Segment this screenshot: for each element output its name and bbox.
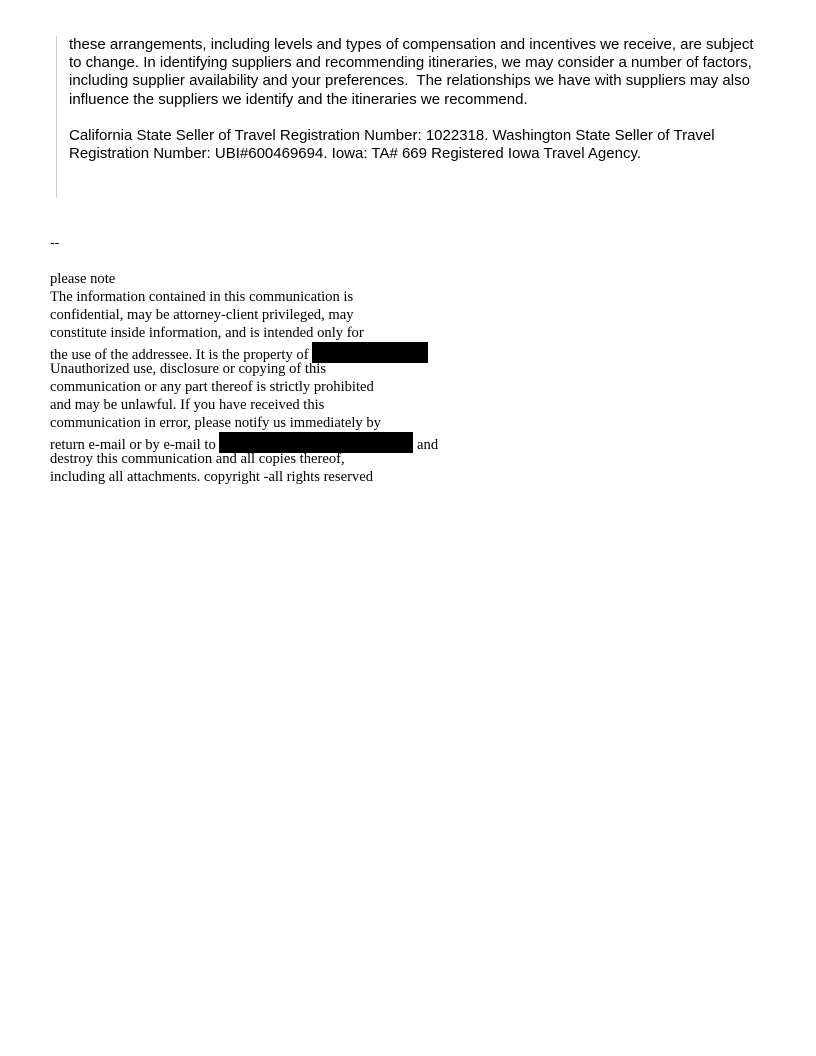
disclaimer-line-property xyxy=(50,342,470,363)
quoted-paragraph-registration: California State Seller of Travel Registration Number: 1022318. Washington State Seller of Travel Registration Number: UBI#600469694. Iowa: TA# 669 Registered Iowa Travel Agency. xyxy=(69,126,719,163)
redacted-company-name xyxy=(312,342,428,363)
disclaimer-line: constitute inside information, and is intended only for xyxy=(50,325,364,341)
disclaimer-heading: please note xyxy=(50,271,116,287)
disclaimer-line: communication in error, please notify us immediately by xyxy=(50,415,381,431)
disclaimer-line-text: and xyxy=(413,437,439,453)
quoted-reply-block xyxy=(56,36,766,198)
disclaimer-line: including all attachments. copyright -all rights reserved xyxy=(50,469,373,485)
confidentiality-disclaimer xyxy=(50,270,470,486)
disclaimer-line: and may be unlawful. If you have received this xyxy=(50,397,325,413)
disclaimer-line: The information contained in this communication is xyxy=(50,289,354,305)
signature-separator: -- xyxy=(50,234,60,250)
disclaimer-line: communication or any part thereof is strictly prohibited xyxy=(50,379,374,395)
disclaimer-line-email xyxy=(50,432,470,453)
disclaimer-line: Unauthorized use, disclosure or copying of this xyxy=(50,361,327,377)
disclaimer-line-text: the use of the addressee. It is the property of xyxy=(50,347,313,363)
quoted-paragraph-compensation: these arrangements, including levels and types of compensation and incentives we receive, are subject to change. In identifying suppliers and recommending itineraries, we may consider a number of factors, including supplier availability and your preferences. The relationships we have with suppliers may also influence the suppliers we identify and the itineraries we recommend. xyxy=(69,36,758,108)
disclaimer-line: destroy this communication and all copies thereof, xyxy=(50,451,345,467)
disclaimer-line: confidential, may be attorney-client privileged, may xyxy=(50,307,354,323)
disclaimer-line-text: return e-mail or by e-mail to xyxy=(50,437,220,453)
